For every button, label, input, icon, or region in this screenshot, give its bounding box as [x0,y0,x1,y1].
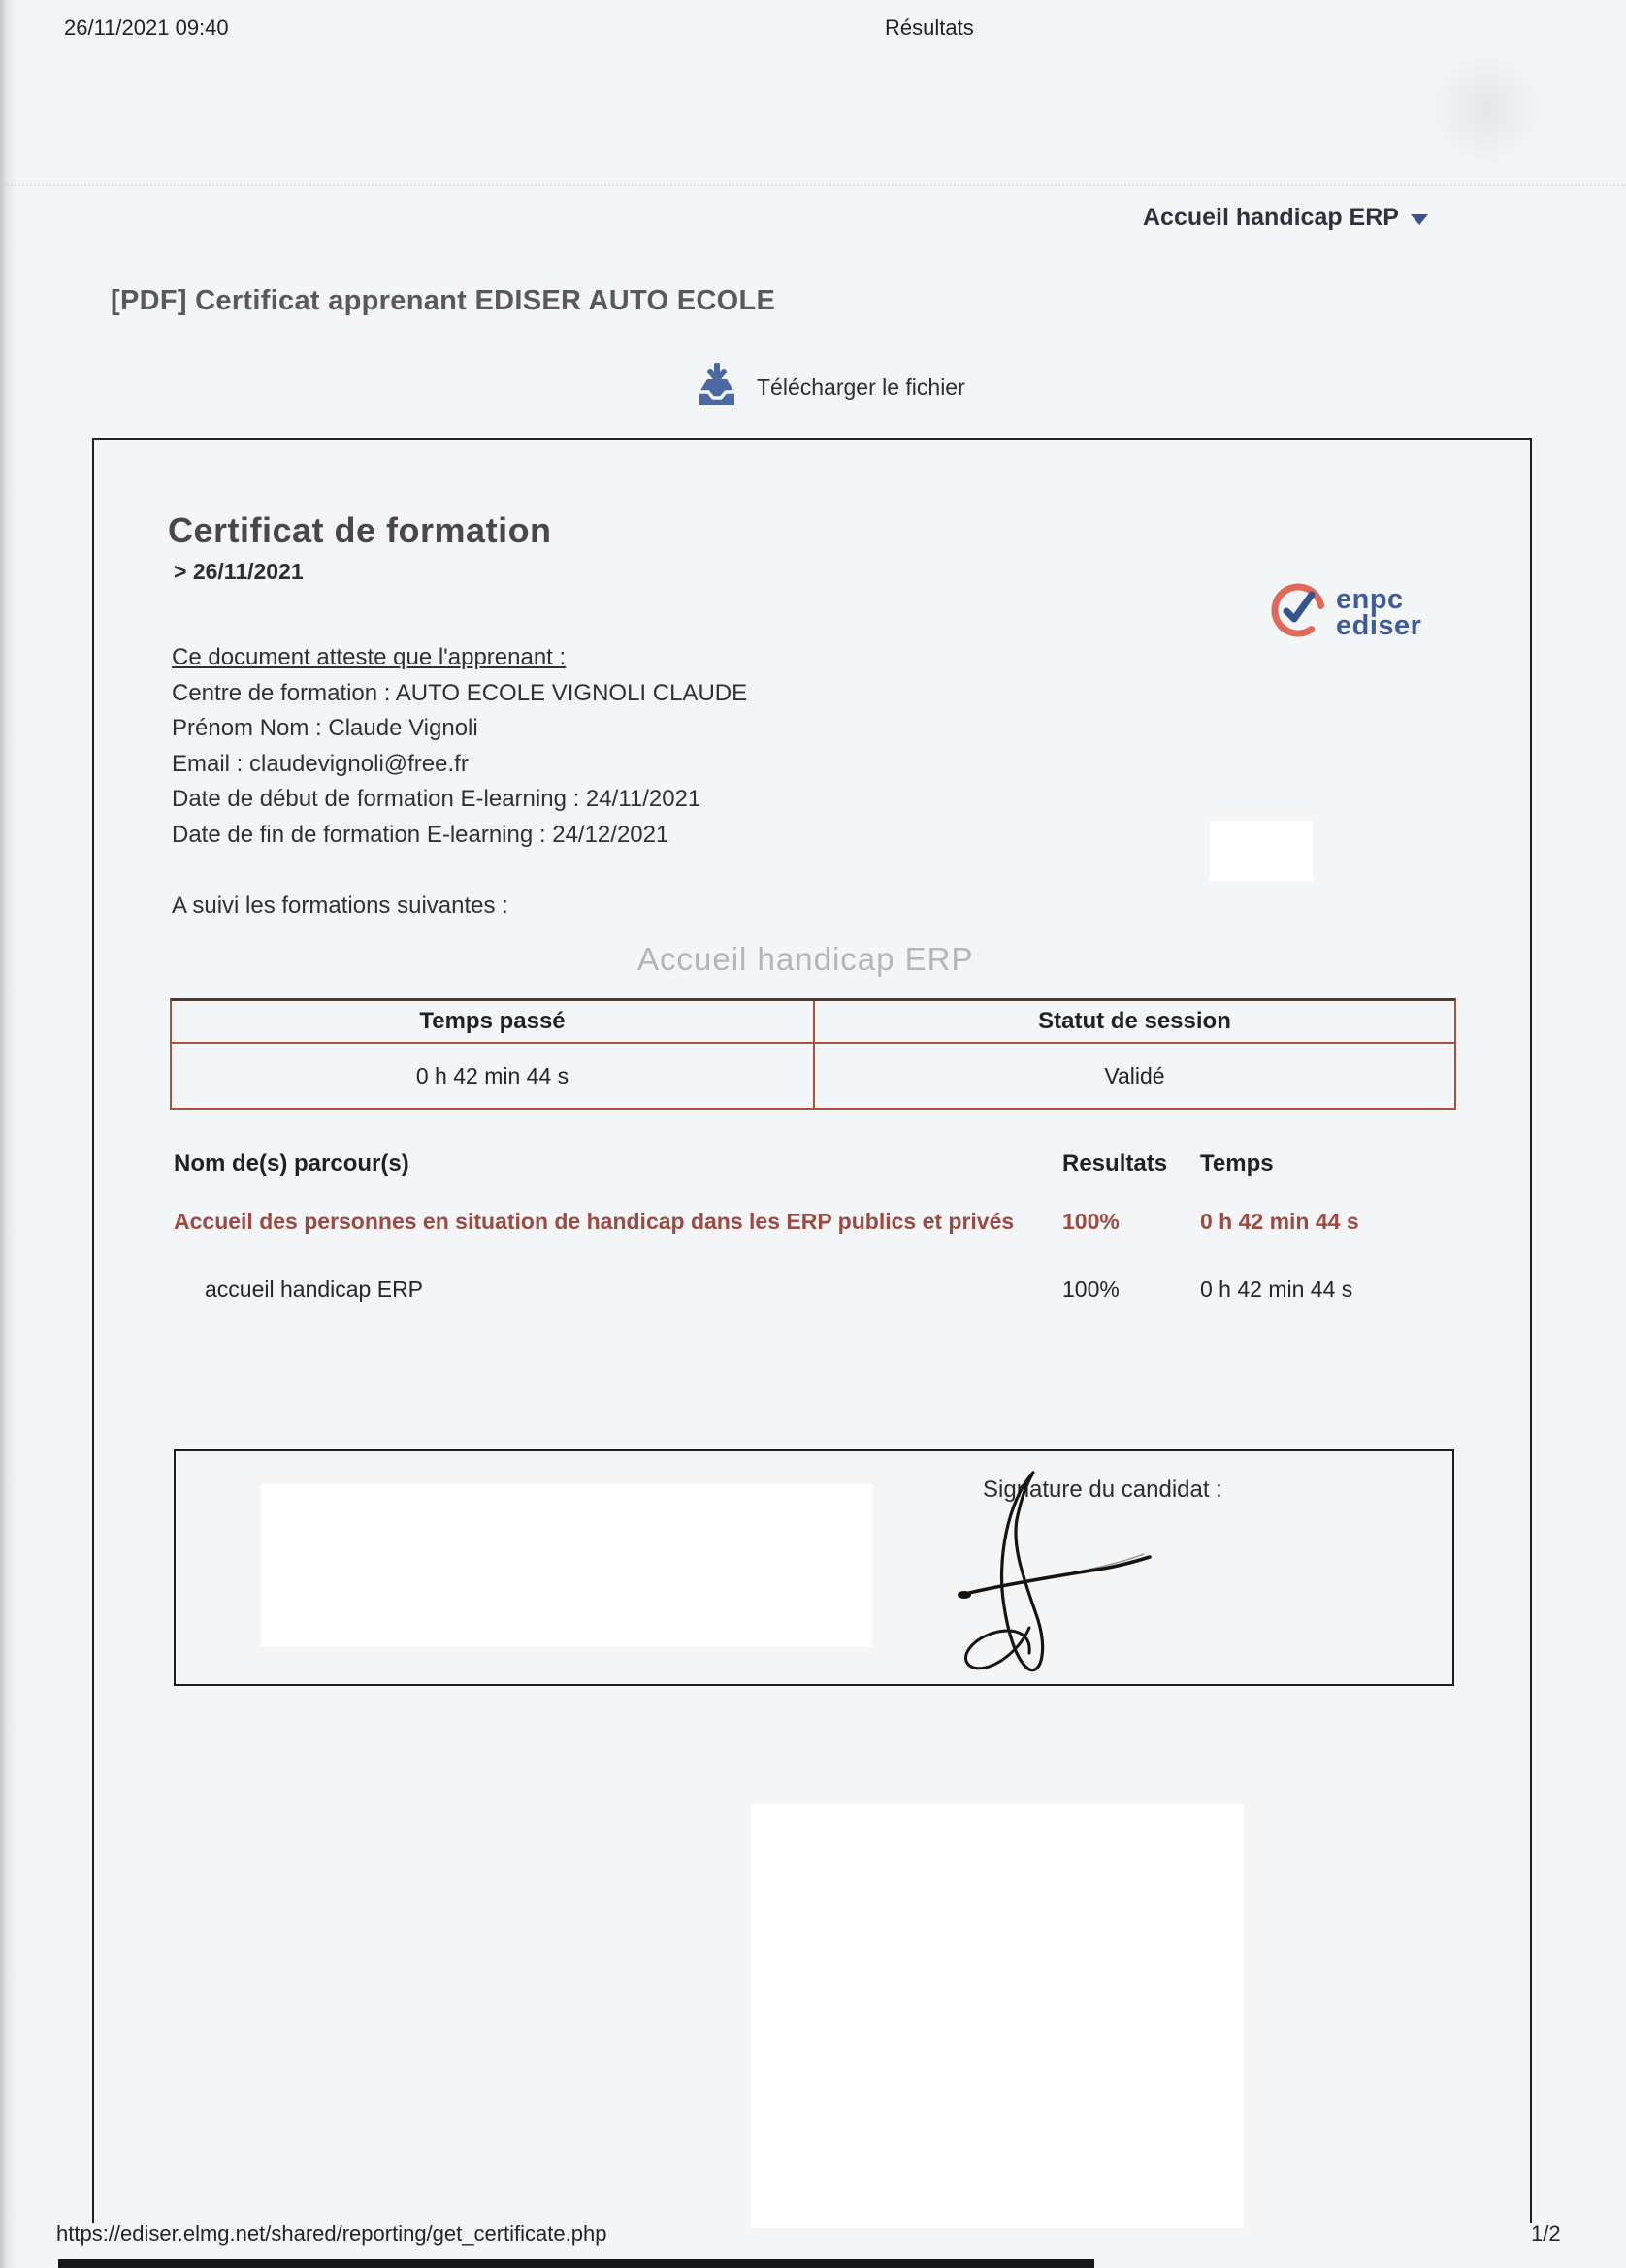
col-header-statut-session: Statut de session [813,1001,1454,1044]
course-selector-dropdown[interactable] [1143,204,1428,232]
parcours-time-header: Temps [1200,1150,1274,1177]
session-table-header-row [172,1001,1454,1044]
followed-trainings-heading: A suivi les formations suivantes : [172,892,508,919]
download-icon [697,363,737,412]
download-file-link[interactable] [697,363,965,412]
parcours-subrow-name: accueil handicap ERP [205,1277,424,1302]
course-selector-label: Accueil handicap ERP [1143,204,1399,231]
course-watermark-text: Accueil handicap ERP [637,941,974,977]
enpc-ediser-logo [1270,582,1421,643]
faint-stamp-artifact [1428,50,1545,167]
parcours-results-header: Resultats [1062,1150,1168,1177]
signature-box [174,1449,1454,1686]
signature-label: Signature du candidat : [983,1476,1222,1503]
check-circle-icon [1270,582,1326,643]
certificate-title: Certificat de formation [168,510,552,550]
print-datetime: 26/11/2021 09:40 [64,16,229,40]
redaction-block-large [751,1804,1244,2228]
cell-statut-session: Validé [813,1044,1454,1108]
parcours-subrow-time: 0 h 42 min 44 s [1200,1277,1353,1302]
chevron-down-icon [1411,214,1428,225]
print-page-title: Résultats [885,16,974,40]
pdf-document-heading: [PDF] Certificat apprenant EDISER AUTO ECOLE [111,285,776,316]
attest-heading: Ce document atteste que l'apprenant : [172,644,567,670]
footer-url: https://ediser.elmg.net/shared/reporting/get_certificate.php [56,2221,607,2246]
detail-name: Prénom Nom : Claude Vignoli [172,715,478,741]
scan-dotted-line-artifact [0,184,1626,186]
session-table-row [172,1044,1454,1108]
certificate-sheet [92,438,1532,2223]
col-header-temps-passe: Temps passé [172,1001,813,1044]
certificate-date: > 26/11/2021 [174,559,304,584]
scan-edge-artifact [0,0,17,2268]
parcours-subrow-result: 100% [1062,1277,1120,1302]
cell-temps-passe: 0 h 42 min 44 s [415,1062,569,1088]
download-file-label: Télécharger le fichier [757,374,965,400]
parcours-name-header: Nom de(s) parcour(s) [174,1150,409,1177]
detail-training-center: Centre de formation : AUTO ECOLE VIGNOLI CLAUDE [172,679,748,706]
logo-line2: ediser [1336,609,1422,641]
detail-email: Email : claudevignoli@free.fr [172,750,469,777]
scan-bottom-edge-artifact [58,2259,1094,2268]
parcours-row-name: Accueil des personnes en situation de handicap dans les ERP publics et privés [174,1209,1015,1234]
session-table [170,998,1456,1110]
detail-end-date: Date de fin de formation E-learning : 24/12/2021 [172,821,669,848]
handwritten-signature [932,1465,1165,1683]
parcours-row-result: 100% [1062,1209,1120,1234]
scan-white-patch [1210,821,1313,881]
logo-line1: enpc [1336,583,1404,615]
parcours-row-time: 0 h 42 min 44 s [1200,1209,1359,1234]
logo-wordmark [1336,583,1422,641]
detail-start-date: Date de début de formation E-learning : 24/11/2021 [172,786,701,812]
footer-page-number: 1/2 [1531,2221,1561,2246]
redaction-block [261,1484,872,1647]
learner-details-block [172,640,747,853]
